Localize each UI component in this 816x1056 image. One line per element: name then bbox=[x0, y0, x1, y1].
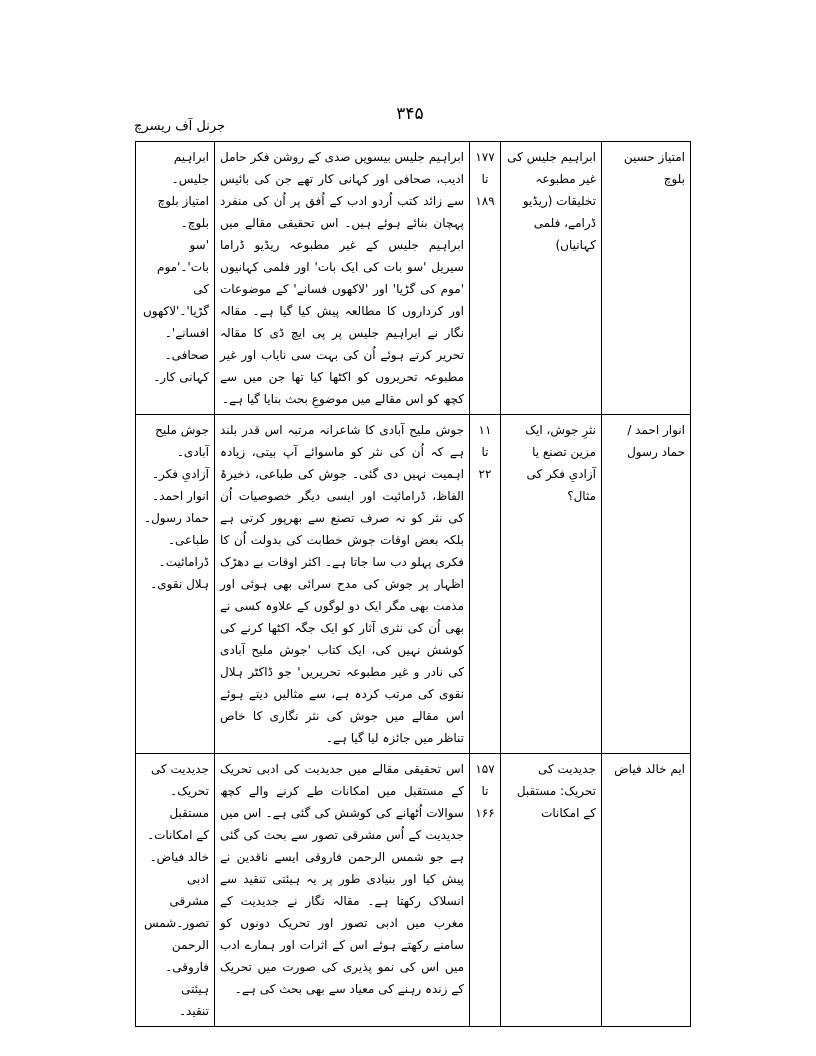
title-cell: جدیدیت کی تحریک: مستقبل کے امکانات bbox=[501, 754, 602, 1027]
keyword: ہلال نقوی۔ bbox=[150, 577, 209, 591]
keyword: انوار احمد۔ bbox=[152, 489, 209, 503]
keyword: طباعی۔ bbox=[167, 533, 209, 547]
keyword: حماد رسول۔ bbox=[144, 511, 209, 525]
keyword: خالد فیاض۔ادبی bbox=[149, 850, 209, 886]
author-cell: امتیاز حسین بلوچ bbox=[602, 142, 691, 415]
page-to-word: تا bbox=[481, 784, 489, 798]
keyword: آزادیِ فکر۔ bbox=[151, 467, 209, 481]
page-to-word: تا bbox=[481, 445, 489, 459]
page-to: ۲۲ bbox=[478, 467, 492, 481]
title-cell: نثرِ جوش، ایک مزین تصنع یا آزادیِ فکر کی مثال؟ bbox=[501, 415, 602, 754]
keyword: الرحمن فاروقی۔ہیئتی bbox=[165, 938, 209, 996]
keywords-cell bbox=[136, 142, 215, 415]
keyword: جوش ملیح آبادی۔ bbox=[155, 423, 209, 459]
pages-cell bbox=[470, 754, 501, 1027]
keyword: ڈرامائیت۔ bbox=[158, 555, 209, 569]
pages-cell bbox=[470, 142, 501, 415]
keywords-cell bbox=[136, 754, 215, 1027]
page-from: ۱۷۷ bbox=[475, 150, 495, 164]
table-row bbox=[136, 142, 691, 415]
page-from: ۱۵۷ bbox=[475, 762, 495, 776]
keyword: کہانی کار۔ bbox=[153, 370, 209, 384]
keyword: تحریک۔مستقبل bbox=[169, 784, 209, 820]
page-number: ۳۴۵ bbox=[396, 104, 424, 124]
title-cell: ابراہیم جلیس کی غیر مطبوعہ تخلیقات (ریڈیو ڈرامے، فلمی کہانیاں) bbox=[501, 142, 602, 415]
page-from: ۱۱ bbox=[478, 423, 492, 437]
summary-cell: جوش ملیح آبادی کا شاعرانہ مرتبہ اس قدر بلند ہے کہ اُن کی نثر کو ماسوائے آپ بیتی، زیادہ اہمیت نہیں دی گئی۔ جوش کی طباعی، ذخیرۂ الفاظ، ڈرامائیت اور ایسی دیگر خصوصیات اُن کی نثر کو نہ صرف تصنع سے بھرپور کرتی ہے بلکہ بعض اوقات جوش خطابت کی بدولت اُن کا فکری پہلو دب سا جاتا ہے۔ اکثر اوقات بے دھڑک اظہار پر جوش کی مدح سرائی بھی ہوئی اور مذمت بھی مگر ایک دو لوگوں کے علاوہ کسی نے بھی اُن کی نثری آثار کو ایک جگہ اکٹھا کرنے کی کوشش نہیں کی، ایک کتاب 'جوش ملیح آبادی کی نادر و غیر مطبوعہ تحریریں' جو ڈاکٹر ہلال نقوی کی مرتب کردہ ہے، سے مثالیں دیتے ہوئے اس مقالے میں جوش کی نثر نگاری کا خاص تناظر میں جائزہ لیا گیا ہے۔ bbox=[215, 415, 470, 754]
keyword: مشرقی تصور۔شمس bbox=[143, 894, 209, 930]
keyword: گڑیا'۔'لاکھوں bbox=[142, 304, 209, 318]
pages-cell bbox=[470, 415, 501, 754]
keyword: افسانے'۔صحافی۔ bbox=[164, 326, 209, 362]
journal-name: جرنل آف ریسرچ bbox=[134, 119, 226, 134]
page-to: ۱۶۶ bbox=[475, 806, 495, 820]
keywords-cell bbox=[136, 415, 215, 754]
summary-cell: اس تحقیقی مقالے میں جدیدیت کی ادبی تحریک کے مستقبل میں امکانات طے کرنے والے کچھ سوالات اُٹھانے کی کوشش کی گئی ہے۔ اس میں جدیدیت کے اُس مشرقی تصور سے بحث کی گئی ہے جو شمس الرحمن فاروقی ایسے ناقدین نے پیش کیا اور بنیادی طور پر یہ ہیئتی تنقید سے انسلاک رکھتا ہے۔ مقالہ نگار نے جدیدیت کے مغرب میں ادبی تصور اور تحریک دونوں کو سامنے رکھتے ہوئے اس کے اثرات اور ہمارے ادب میں اس کی نمو پذیری کی صورت میں تحریک کے زندہ رہنے کی معیاد سے بھی بحث کی ہے۔ bbox=[215, 754, 470, 1027]
page-to: ۱۸۹ bbox=[475, 194, 495, 208]
keyword: تنقید۔ bbox=[179, 1004, 209, 1018]
keyword: 'سو بات'۔'موم کی bbox=[157, 238, 209, 296]
author-cell: ایم خالد فیاض bbox=[602, 754, 691, 1027]
table-row bbox=[136, 754, 691, 1027]
author-cell: انوار احمد / حماد رسول bbox=[602, 415, 691, 754]
summary-cell: ابراہیم جلیس بیسویں صدی کے روشن فکر حامل ادیب، صحافی اور کہانی کار تھے جن کی بائیس سے زائد کتب اُردو ادب کے اُفق پر اُن کی منفرد پہچان بنائے ہوئے ہیں۔ اس تحقیقی مقالے میں ابراہیم جلیس کے غیر مطبوعہ ریڈیو ڈراما سیریل 'سو بات کی ایک بات' اور فلمی کہانیوں 'موم کی گڑیا' اور 'لاکھوں فسانے' کے موضوعات اور کرداروں کا مطالعہ پیش کیا گیا ہے۔ مقالہ نگار نے ابراہیم جلیس پر پی ایچ ڈی کا مقالہ تحریر کرتے ہوئے اُن کی بہت سی نایاب اور غیر مطبوعہ تحریروں کو اکٹھا کیا تھا جن میں سے کچھ کو اس مقالے میں موضوعِ بحث بنایا گیا ہے۔ bbox=[215, 142, 470, 415]
keyword: کے امکانات۔ bbox=[147, 828, 209, 842]
page-to-word: تا bbox=[481, 172, 489, 186]
index-table bbox=[135, 141, 691, 1027]
keyword: امتیاز بلوچ بلوچ۔ bbox=[157, 194, 209, 230]
keyword: ابراہیم جلیس۔ bbox=[171, 150, 209, 186]
keyword: جدیدیت کی bbox=[150, 762, 209, 776]
table-row bbox=[136, 415, 691, 754]
